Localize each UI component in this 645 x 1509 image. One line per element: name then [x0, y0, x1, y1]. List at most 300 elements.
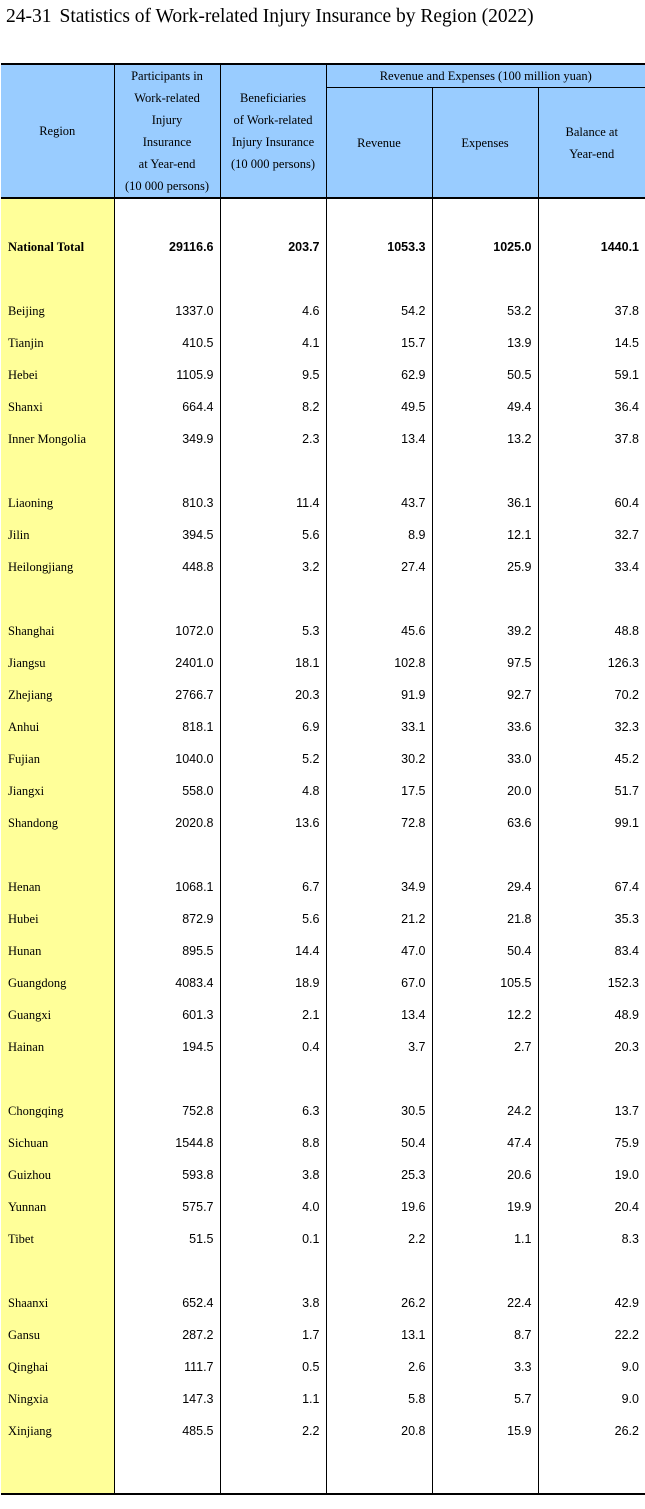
- beneficiaries-value: 9.5: [220, 359, 326, 391]
- participants-value: 1544.8: [114, 1127, 220, 1159]
- region-name: Jilin: [1, 519, 114, 551]
- spacer-cell: [432, 455, 538, 487]
- region-name: Tianjin: [1, 327, 114, 359]
- beneficiaries-value: 13.6: [220, 807, 326, 839]
- region-name: Xinjiang: [1, 1415, 114, 1447]
- beneficiaries-value: 4.1: [220, 327, 326, 359]
- balance-value: 22.2: [538, 1319, 645, 1351]
- expenses-value: 5.7: [432, 1383, 538, 1415]
- balance-value: 48.8: [538, 615, 645, 647]
- region-name: Qinghai: [1, 1351, 114, 1383]
- beneficiaries-value: 6.3: [220, 1095, 326, 1127]
- header-participants-line: at Year-end: [138, 157, 196, 171]
- participants-value: 1068.1: [114, 871, 220, 903]
- beneficiaries-value: 3.2: [220, 551, 326, 583]
- balance-value: 9.0: [538, 1383, 645, 1415]
- header-revenue-expenses-group: Revenue and Expenses (100 million yuan): [326, 64, 645, 88]
- table-row: [1, 743, 645, 775]
- table-row: [1, 775, 645, 807]
- header-participants-line: Work-related: [134, 91, 200, 105]
- revenue-value: 33.1: [326, 711, 432, 743]
- region-name: Tibet: [1, 1223, 114, 1255]
- revenue-value: 49.5: [326, 391, 432, 423]
- balance-value: 70.2: [538, 679, 645, 711]
- spacer-cell: [432, 263, 538, 295]
- spacer-cell: [220, 455, 326, 487]
- table-row: [1, 295, 645, 327]
- expenses-value: 49.4: [432, 391, 538, 423]
- participants-value: 1337.0: [114, 295, 220, 327]
- table-number: 24-31: [6, 6, 52, 27]
- table-row: [1, 1191, 645, 1223]
- region-name: Chongqing: [1, 1095, 114, 1127]
- revenue-value: 13.4: [326, 999, 432, 1031]
- participants-value: 810.3: [114, 487, 220, 519]
- region-name: National Total: [1, 231, 114, 263]
- expenses-value: 29.4: [432, 871, 538, 903]
- spacer-cell: [538, 263, 645, 295]
- header-participants-line: Insurance: [142, 135, 192, 149]
- region-name: Beijing: [1, 295, 114, 327]
- region-name: Henan: [1, 871, 114, 903]
- spacer-cell: [1, 1063, 114, 1095]
- expenses-value: 53.2: [432, 295, 538, 327]
- table-row: [1, 903, 645, 935]
- participants-value: 575.7: [114, 1191, 220, 1223]
- balance-value: 8.3: [538, 1223, 645, 1255]
- expenses-value: 13.2: [432, 423, 538, 455]
- revenue-value: 5.8: [326, 1383, 432, 1415]
- spacer-cell: [432, 1255, 538, 1287]
- revenue-value: 91.9: [326, 679, 432, 711]
- beneficiaries-value: 5.3: [220, 615, 326, 647]
- participants-value: 1040.0: [114, 743, 220, 775]
- spacer-row: [1, 455, 645, 487]
- expenses-value: 36.1: [432, 487, 538, 519]
- expenses-value: 22.4: [432, 1287, 538, 1319]
- spacer-row: [1, 839, 645, 871]
- spacer-cell: [432, 583, 538, 615]
- header-balance-line: Year-end: [569, 146, 615, 161]
- spacer-row: [1, 198, 645, 231]
- expenses-value: 50.4: [432, 935, 538, 967]
- header-participants-line: (10 000 persons): [124, 179, 209, 193]
- spacer-cell: [114, 455, 220, 487]
- participants-value: 349.9: [114, 423, 220, 455]
- beneficiaries-value: 0.5: [220, 1351, 326, 1383]
- revenue-value: 50.4: [326, 1127, 432, 1159]
- balance-value: 9.0: [538, 1351, 645, 1383]
- expenses-value: 20.6: [432, 1159, 538, 1191]
- table-bottom-padding: [1, 1447, 645, 1494]
- region-name: Yunnan: [1, 1191, 114, 1223]
- balance-value: 83.4: [538, 935, 645, 967]
- revenue-value: 3.7: [326, 1031, 432, 1063]
- table-row: [1, 423, 645, 455]
- balance-value: 60.4: [538, 487, 645, 519]
- participants-value: 1072.0: [114, 615, 220, 647]
- participants-value: 287.2: [114, 1319, 220, 1351]
- revenue-value: 2.6: [326, 1351, 432, 1383]
- spacer-row: [1, 1255, 645, 1287]
- revenue-value: 26.2: [326, 1287, 432, 1319]
- table-row: [1, 391, 645, 423]
- balance-value: 126.3: [538, 647, 645, 679]
- national-total-row: [1, 231, 645, 263]
- spacer-cell: [326, 1255, 432, 1287]
- spacer-cell: [220, 1255, 326, 1287]
- balance-value: 67.4: [538, 871, 645, 903]
- beneficiaries-value: 2.3: [220, 423, 326, 455]
- spacer-cell: [1, 583, 114, 615]
- balance-value: 20.4: [538, 1191, 645, 1223]
- participants-value: 29116.6: [114, 231, 220, 263]
- region-name: Hubei: [1, 903, 114, 935]
- table-row: [1, 1127, 645, 1159]
- participants-value: 593.8: [114, 1159, 220, 1191]
- participants-value: 51.5: [114, 1223, 220, 1255]
- revenue-value: 62.9: [326, 359, 432, 391]
- spacer-cell: [538, 1255, 645, 1287]
- revenue-value: 13.4: [326, 423, 432, 455]
- revenue-value: 13.1: [326, 1319, 432, 1351]
- beneficiaries-value: 5.2: [220, 743, 326, 775]
- spacer-cell: [326, 455, 432, 487]
- participants-value: 872.9: [114, 903, 220, 935]
- revenue-value: 30.2: [326, 743, 432, 775]
- spacer-cell: [114, 198, 220, 231]
- balance-value: 48.9: [538, 999, 645, 1031]
- balance-value: 13.7: [538, 1095, 645, 1127]
- spacer-cell: [114, 263, 220, 295]
- spacer-cell: [114, 839, 220, 871]
- table-row: [1, 551, 645, 583]
- region-name: Shanxi: [1, 391, 114, 423]
- table-row: [1, 1415, 645, 1447]
- header-beneficiaries-line: of Work-related: [233, 113, 313, 127]
- spacer-cell: [538, 1447, 645, 1494]
- balance-value: 51.7: [538, 775, 645, 807]
- spacer-cell: [432, 839, 538, 871]
- statistics-table-container: [1, 63, 645, 1495]
- expenses-value: 19.9: [432, 1191, 538, 1223]
- beneficiaries-value: 6.7: [220, 871, 326, 903]
- table-row: [1, 871, 645, 903]
- participants-value: 485.5: [114, 1415, 220, 1447]
- table-body: [1, 198, 645, 1494]
- beneficiaries-value: 5.6: [220, 519, 326, 551]
- table-row: [1, 967, 645, 999]
- beneficiaries-value: 0.1: [220, 1223, 326, 1255]
- region-name: Jiangsu: [1, 647, 114, 679]
- table-row: [1, 519, 645, 551]
- beneficiaries-value: 3.8: [220, 1159, 326, 1191]
- beneficiaries-value: 1.7: [220, 1319, 326, 1351]
- spacer-cell: [220, 839, 326, 871]
- revenue-value: 15.7: [326, 327, 432, 359]
- region-name: Jiangxi: [1, 775, 114, 807]
- expenses-value: 33.0: [432, 743, 538, 775]
- expenses-value: 3.3: [432, 1351, 538, 1383]
- spacer-cell: [220, 583, 326, 615]
- expenses-value: 1025.0: [432, 231, 538, 263]
- header-region: Region: [1, 64, 114, 198]
- revenue-value: 72.8: [326, 807, 432, 839]
- table-row: [1, 1095, 645, 1127]
- participants-value: 752.8: [114, 1095, 220, 1127]
- table-row: [1, 807, 645, 839]
- table-title: Statistics of Work-related Injury Insurance by Region (2022): [59, 6, 534, 27]
- beneficiaries-value: 3.8: [220, 1287, 326, 1319]
- spacer-cell: [1, 198, 114, 231]
- expenses-value: 50.5: [432, 359, 538, 391]
- expenses-value: 21.8: [432, 903, 538, 935]
- beneficiaries-value: 18.1: [220, 647, 326, 679]
- revenue-value: 67.0: [326, 967, 432, 999]
- beneficiaries-value: 4.0: [220, 1191, 326, 1223]
- beneficiaries-value: 4.8: [220, 775, 326, 807]
- balance-value: 32.7: [538, 519, 645, 551]
- header-participants-line: Participants in: [131, 69, 203, 83]
- beneficiaries-value: 0.4: [220, 1031, 326, 1063]
- region-name: Guangdong: [1, 967, 114, 999]
- spacer-cell: [538, 1063, 645, 1095]
- participants-value: 4083.4: [114, 967, 220, 999]
- beneficiaries-value: 8.2: [220, 391, 326, 423]
- expenses-value: 8.7: [432, 1319, 538, 1351]
- region-name: Anhui: [1, 711, 114, 743]
- beneficiaries-value: 5.6: [220, 903, 326, 935]
- region-name: Hunan: [1, 935, 114, 967]
- spacer-cell: [326, 839, 432, 871]
- revenue-value: 34.9: [326, 871, 432, 903]
- region-name: Heilongjiang: [1, 551, 114, 583]
- participants-value: 2401.0: [114, 647, 220, 679]
- revenue-value: 43.7: [326, 487, 432, 519]
- balance-value: 32.3: [538, 711, 645, 743]
- balance-value: 99.1: [538, 807, 645, 839]
- spacer-cell: [538, 455, 645, 487]
- spacer-cell: [432, 1063, 538, 1095]
- region-name: Hebei: [1, 359, 114, 391]
- spacer-row: [1, 263, 645, 295]
- spacer-cell: [538, 198, 645, 231]
- beneficiaries-value: 203.7: [220, 231, 326, 263]
- participants-value: 601.3: [114, 999, 220, 1031]
- revenue-value: 47.0: [326, 935, 432, 967]
- balance-value: 36.4: [538, 391, 645, 423]
- page-title: [6, 6, 534, 28]
- beneficiaries-value: 4.6: [220, 295, 326, 327]
- table-row: [1, 327, 645, 359]
- expenses-value: 25.9: [432, 551, 538, 583]
- spacer-cell: [1, 1255, 114, 1287]
- region-name: Guangxi: [1, 999, 114, 1031]
- header-balance: [538, 88, 645, 198]
- beneficiaries-value: 14.4: [220, 935, 326, 967]
- table-row: [1, 487, 645, 519]
- table-row: [1, 1383, 645, 1415]
- balance-value: 14.5: [538, 327, 645, 359]
- table-row: [1, 1351, 645, 1383]
- spacer-cell: [114, 1447, 220, 1494]
- spacer-cell: [326, 583, 432, 615]
- region-name: Guizhou: [1, 1159, 114, 1191]
- expenses-value: 2.7: [432, 1031, 538, 1063]
- expenses-value: 97.5: [432, 647, 538, 679]
- region-name: Inner Mongolia: [1, 423, 114, 455]
- header-participants: [114, 64, 220, 198]
- region-name: Zhejiang: [1, 679, 114, 711]
- revenue-value: 102.8: [326, 647, 432, 679]
- participants-value: 652.4: [114, 1287, 220, 1319]
- beneficiaries-value: 2.2: [220, 1415, 326, 1447]
- table-row: [1, 1319, 645, 1351]
- region-name: Sichuan: [1, 1127, 114, 1159]
- table-row: [1, 647, 645, 679]
- participants-value: 2766.7: [114, 679, 220, 711]
- header-participants-line: Injury: [151, 113, 183, 127]
- table-row: [1, 711, 645, 743]
- header-expenses: Expenses: [432, 88, 538, 198]
- spacer-cell: [432, 1447, 538, 1494]
- participants-value: 558.0: [114, 775, 220, 807]
- spacer-cell: [1, 839, 114, 871]
- expenses-value: 47.4: [432, 1127, 538, 1159]
- expenses-value: 63.6: [432, 807, 538, 839]
- participants-value: 448.8: [114, 551, 220, 583]
- balance-value: 26.2: [538, 1415, 645, 1447]
- participants-value: 147.3: [114, 1383, 220, 1415]
- expenses-value: 39.2: [432, 615, 538, 647]
- header-balance-line: Balance at: [565, 124, 618, 139]
- beneficiaries-value: 2.1: [220, 999, 326, 1031]
- region-name: Shaanxi: [1, 1287, 114, 1319]
- header-beneficiaries-line: (10 000 persons): [230, 157, 315, 171]
- revenue-value: 30.5: [326, 1095, 432, 1127]
- expenses-value: 12.2: [432, 999, 538, 1031]
- region-name: Fujian: [1, 743, 114, 775]
- revenue-value: 19.6: [326, 1191, 432, 1223]
- region-name: Ningxia: [1, 1383, 114, 1415]
- balance-value: 37.8: [538, 295, 645, 327]
- revenue-value: 54.2: [326, 295, 432, 327]
- participants-value: 194.5: [114, 1031, 220, 1063]
- spacer-cell: [1, 1447, 114, 1494]
- expenses-value: 13.9: [432, 327, 538, 359]
- spacer-row: [1, 1063, 645, 1095]
- spacer-cell: [326, 1447, 432, 1494]
- beneficiaries-value: 18.9: [220, 967, 326, 999]
- table-row: [1, 999, 645, 1031]
- statistics-table: [1, 63, 645, 1495]
- table-row: [1, 615, 645, 647]
- region-name: Gansu: [1, 1319, 114, 1351]
- spacer-cell: [326, 1063, 432, 1095]
- beneficiaries-value: 20.3: [220, 679, 326, 711]
- participants-value: 895.5: [114, 935, 220, 967]
- expenses-value: 15.9: [432, 1415, 538, 1447]
- balance-value: 45.2: [538, 743, 645, 775]
- beneficiaries-value: 8.8: [220, 1127, 326, 1159]
- balance-value: 37.8: [538, 423, 645, 455]
- spacer-cell: [538, 839, 645, 871]
- expenses-value: 12.1: [432, 519, 538, 551]
- beneficiaries-value: 6.9: [220, 711, 326, 743]
- spacer-cell: [220, 1063, 326, 1095]
- expenses-value: 1.1: [432, 1223, 538, 1255]
- balance-value: 20.3: [538, 1031, 645, 1063]
- spacer-cell: [114, 1063, 220, 1095]
- table-row: [1, 679, 645, 711]
- expenses-value: 33.6: [432, 711, 538, 743]
- spacer-cell: [220, 1447, 326, 1494]
- region-name: Shanghai: [1, 615, 114, 647]
- participants-value: 410.5: [114, 327, 220, 359]
- participants-value: 2020.8: [114, 807, 220, 839]
- balance-value: 35.3: [538, 903, 645, 935]
- revenue-value: 21.2: [326, 903, 432, 935]
- spacer-cell: [220, 198, 326, 231]
- revenue-value: 27.4: [326, 551, 432, 583]
- spacer-row: [1, 583, 645, 615]
- balance-value: 19.0: [538, 1159, 645, 1191]
- expenses-value: 105.5: [432, 967, 538, 999]
- balance-value: 33.4: [538, 551, 645, 583]
- table-row: [1, 1159, 645, 1191]
- balance-value: 1440.1: [538, 231, 645, 263]
- table-row: [1, 1287, 645, 1319]
- revenue-value: 17.5: [326, 775, 432, 807]
- expenses-value: 92.7: [432, 679, 538, 711]
- region-name: Liaoning: [1, 487, 114, 519]
- spacer-cell: [1, 263, 114, 295]
- expenses-value: 20.0: [432, 775, 538, 807]
- balance-value: 152.3: [538, 967, 645, 999]
- table-row: [1, 935, 645, 967]
- spacer-cell: [114, 1255, 220, 1287]
- revenue-value: 20.8: [326, 1415, 432, 1447]
- balance-value: 75.9: [538, 1127, 645, 1159]
- spacer-cell: [220, 263, 326, 295]
- participants-value: 818.1: [114, 711, 220, 743]
- header-beneficiaries-line: Injury Insurance: [231, 135, 315, 149]
- spacer-cell: [1, 455, 114, 487]
- spacer-cell: [326, 263, 432, 295]
- table-row: [1, 359, 645, 391]
- header-revenue: Revenue: [326, 88, 432, 198]
- revenue-value: 8.9: [326, 519, 432, 551]
- revenue-value: 1053.3: [326, 231, 432, 263]
- expenses-value: 24.2: [432, 1095, 538, 1127]
- beneficiaries-value: 1.1: [220, 1383, 326, 1415]
- header-beneficiaries-line: Beneficiaries: [240, 91, 306, 105]
- spacer-cell: [326, 198, 432, 231]
- beneficiaries-value: 11.4: [220, 487, 326, 519]
- header-beneficiaries: [220, 64, 326, 198]
- participants-value: 394.5: [114, 519, 220, 551]
- participants-value: 111.7: [114, 1351, 220, 1383]
- table-header: [1, 64, 645, 198]
- table-row: [1, 1223, 645, 1255]
- region-name: Shandong: [1, 807, 114, 839]
- participants-value: 1105.9: [114, 359, 220, 391]
- revenue-value: 45.6: [326, 615, 432, 647]
- participants-value: 664.4: [114, 391, 220, 423]
- spacer-cell: [114, 583, 220, 615]
- revenue-value: 2.2: [326, 1223, 432, 1255]
- balance-value: 59.1: [538, 359, 645, 391]
